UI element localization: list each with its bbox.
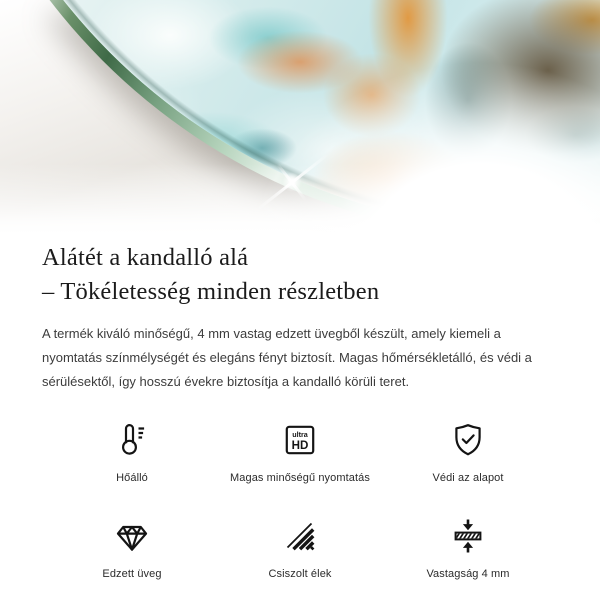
ultra-label: ultra (292, 430, 308, 439)
heading-line-1: Alátét a kandalló alá (42, 244, 249, 271)
shield-check-icon (448, 419, 488, 461)
product-description: A termék kiváló minőségű, 4 mm vastag edzett üvegből készült, amely kiemeli a nyomtatás színmélységét és elegáns fényt biztosít. Magas hőmérsékletálló, és védi a sérülésektől, így hosszú évekre biztosítja a kandalló körüli teret. (42, 326, 532, 389)
hd-label: HD (291, 439, 309, 452)
thickness-icon (448, 515, 488, 557)
product-content (0, 241, 600, 580)
ultra-hd-icon (280, 419, 320, 461)
feature-thickness (384, 515, 552, 580)
heading-line-2: – Tökéletesség minden részletben (42, 278, 380, 305)
feature-label: Edzett üveg (102, 568, 162, 580)
feature-label: Védi az alapot (432, 472, 504, 484)
product-hero-photo (0, 0, 600, 234)
diamond-icon (112, 515, 152, 557)
feature-tempered-glass (48, 515, 216, 580)
polished-edges-icon (280, 515, 320, 557)
feature-label: Magas minőségű nyomtatás (230, 472, 370, 484)
feature-label: Csiszolt élek (268, 568, 332, 580)
feature-label: Hőálló (116, 472, 148, 484)
features-grid (42, 419, 558, 580)
feature-heat-resistant (48, 419, 216, 484)
white-fade-overlay (0, 0, 600, 234)
feature-polished-edges (216, 515, 384, 580)
thermometer-icon (112, 419, 152, 461)
feature-label: Vastagság 4 mm (426, 568, 510, 580)
feature-protects-base (384, 419, 552, 484)
page-title (42, 241, 558, 309)
feature-high-quality-print (216, 419, 384, 484)
